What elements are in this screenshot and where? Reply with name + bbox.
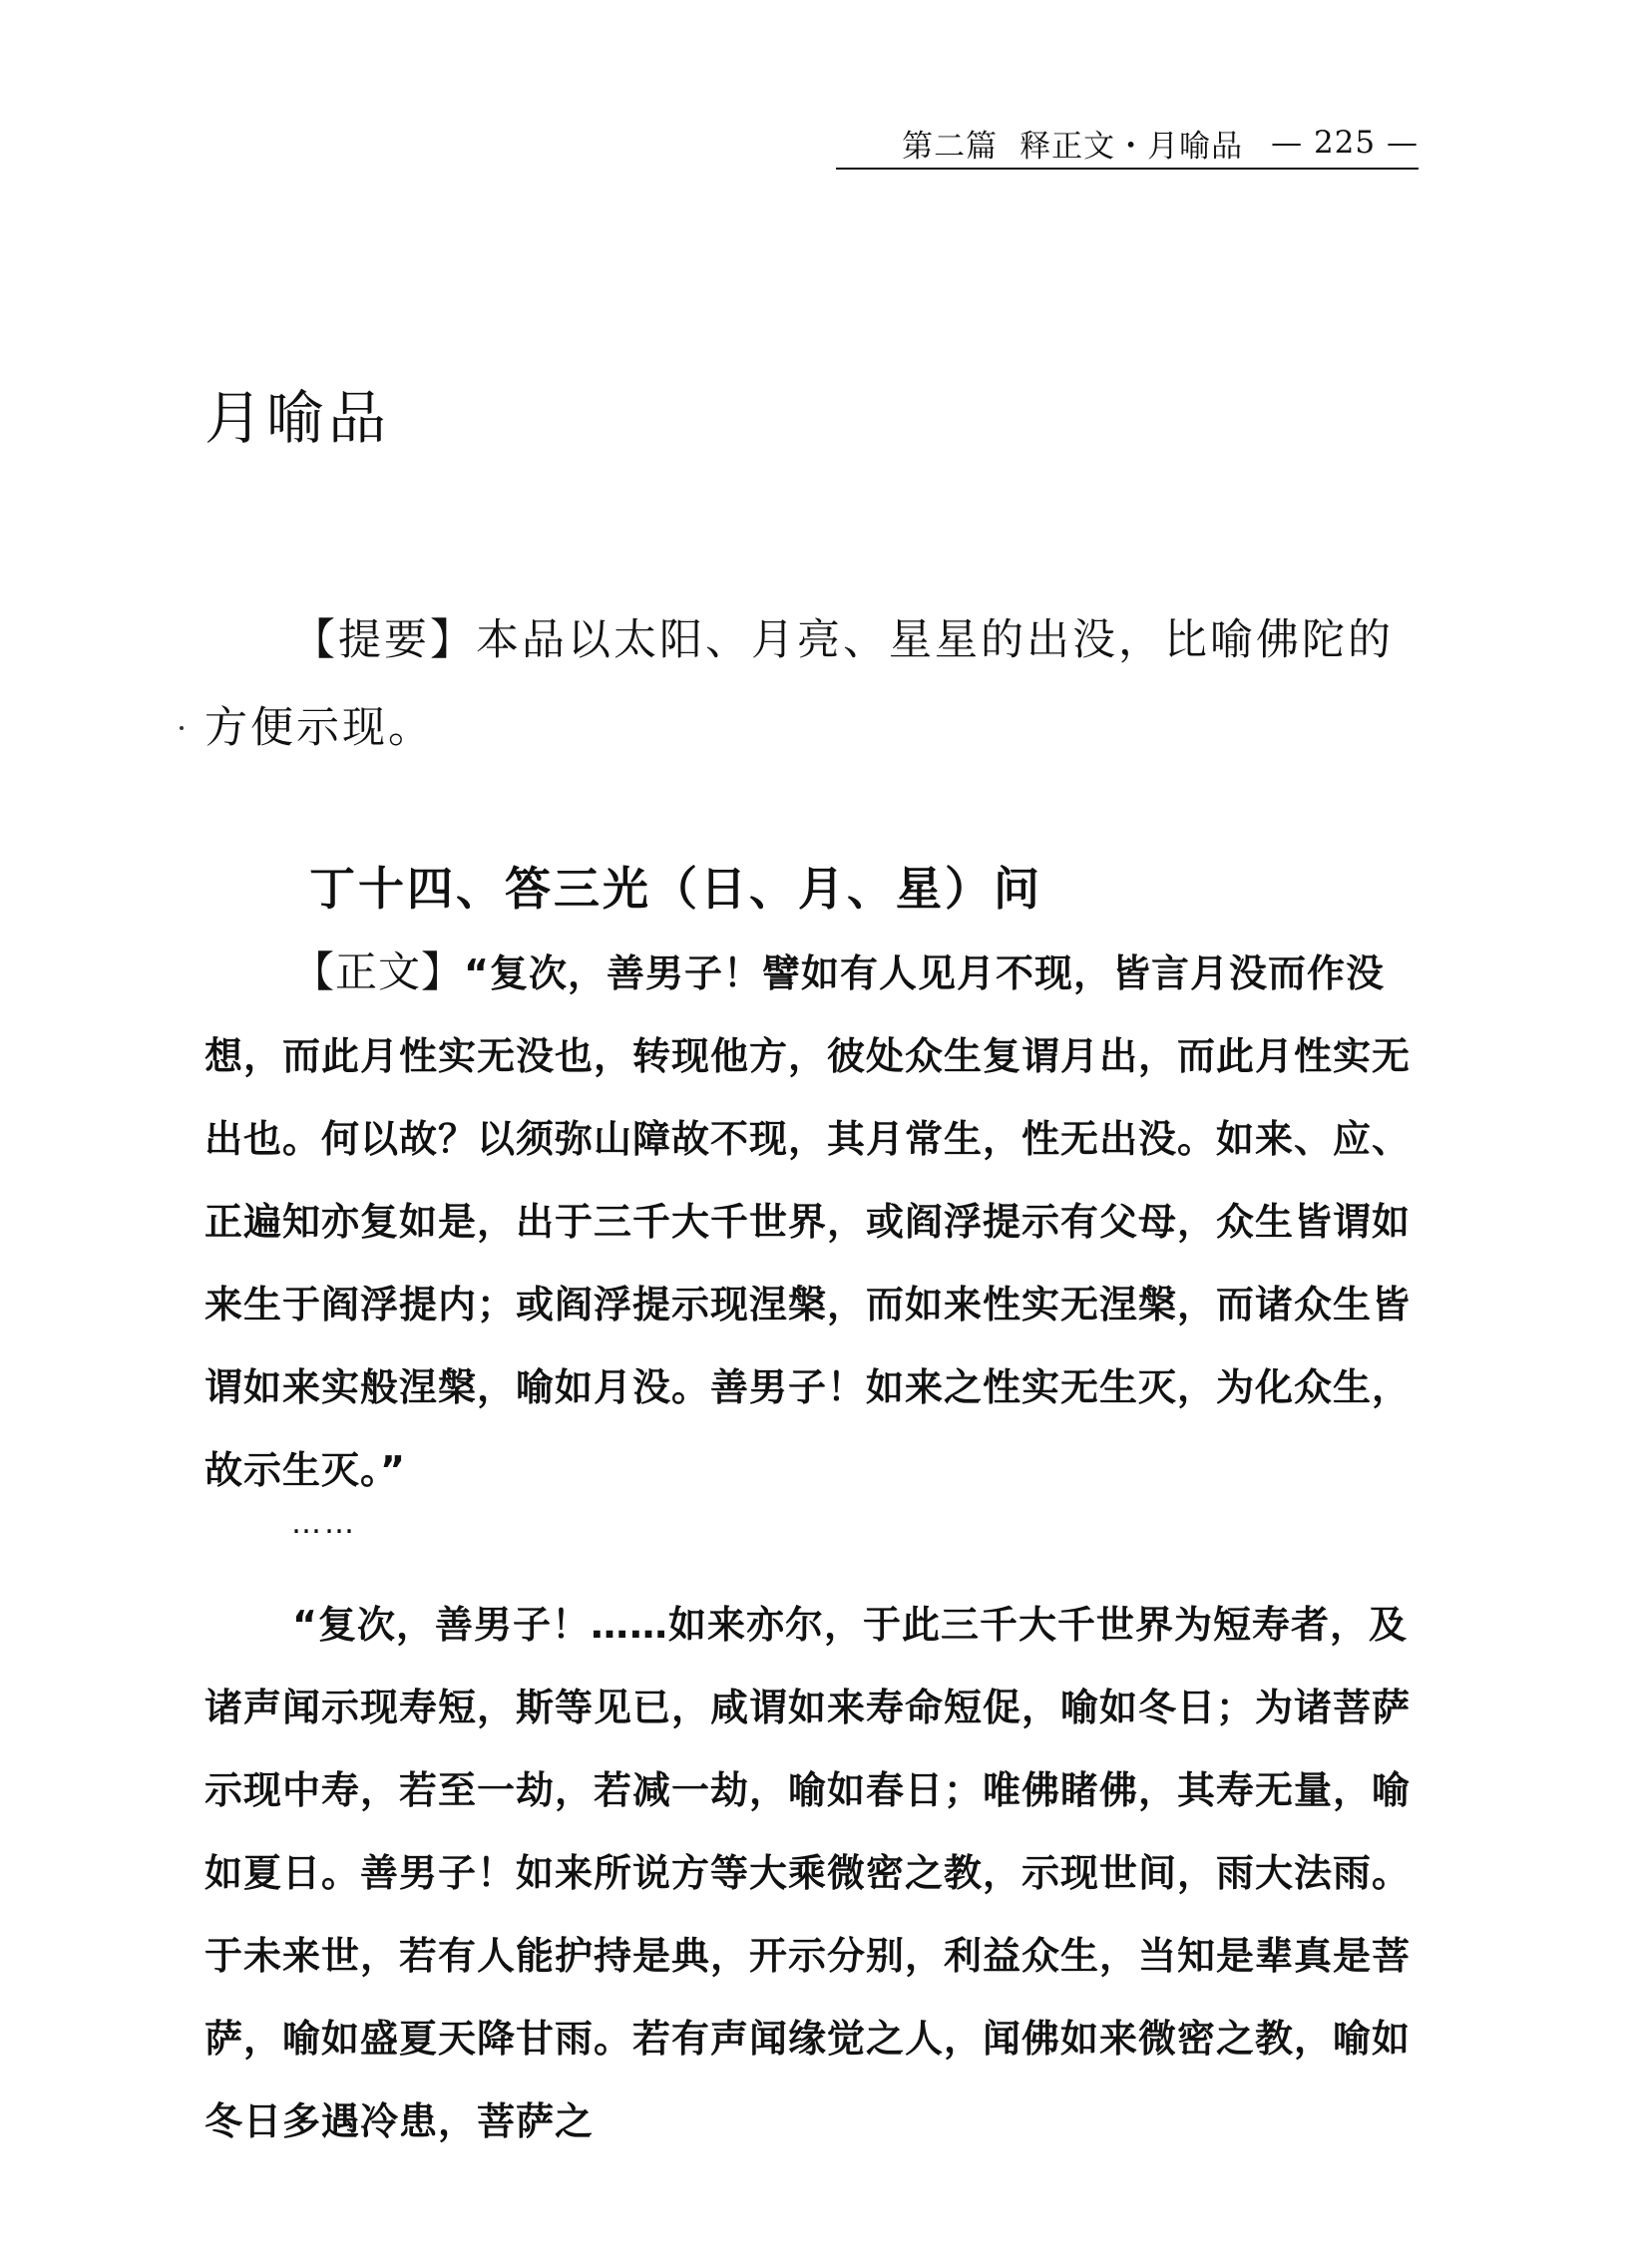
main-text-label: 【正文】 (292, 947, 465, 996)
scan-speck (180, 726, 184, 730)
header-section: 释正文・月喻品 (1019, 128, 1244, 165)
summary-label: 【提要】 (292, 615, 476, 665)
page-number: — 225 — (1271, 125, 1419, 161)
section-heading: 丁十四、答三光（日、月、星）问 (309, 862, 1042, 916)
summary-text: 本品以太阳、月亮、星星的出没，比喻佛陀的方便示现。 (204, 615, 1394, 753)
running-header (836, 118, 1419, 170)
second-paragraph: “复次，善男子！……如来亦尔，于此三千大千世界为短寿者，及诸声闻示现寿短，斯等见已，咸谓如来寿命短促，喻如冬日；为诸菩萨示现中寿，若至一劫，若减一劫，喻如春日；唯佛睹佛，其寿无量，喻如夏日。善男子！如来所说方等大乘微密之教，示现世间，雨大法雨。于未来世，若有人能护持是典，开示分别，利益众生，当知是辈真是菩萨，喻如盛夏天降甘雨。若有声闻缘觉之人，闻佛如来微密之教，喻如冬日多遇冷患，菩萨之 (204, 1603, 1412, 2143)
main-text-body: “复次，善男子！譬如有人见月不现，皆言月没而作没想，而此月性实无没也，转现他方，彼处众生复谓月出，而此月性实无出也。何以故？以须弥山障故不现，其月常生，性无出没。如来、应、正遍知亦复如是，出于三千大千世界，或阎浮提示有父母，众生皆谓如来生于阎浮提内；或阎浮提示现涅槃，而如来性实无涅槃，而诸众生皆谓如来实般涅槃，喻如月没。善男子！如来之性实无生灭，为化众生，故示生灭。” (204, 951, 1412, 1492)
main-text-paragraph (204, 931, 1425, 1512)
omission-ellipsis: …… (291, 1506, 357, 1541)
header-part: 第二篇 (902, 128, 999, 165)
chapter-title: 月喻品 (204, 384, 391, 452)
summary-paragraph (204, 596, 1425, 772)
